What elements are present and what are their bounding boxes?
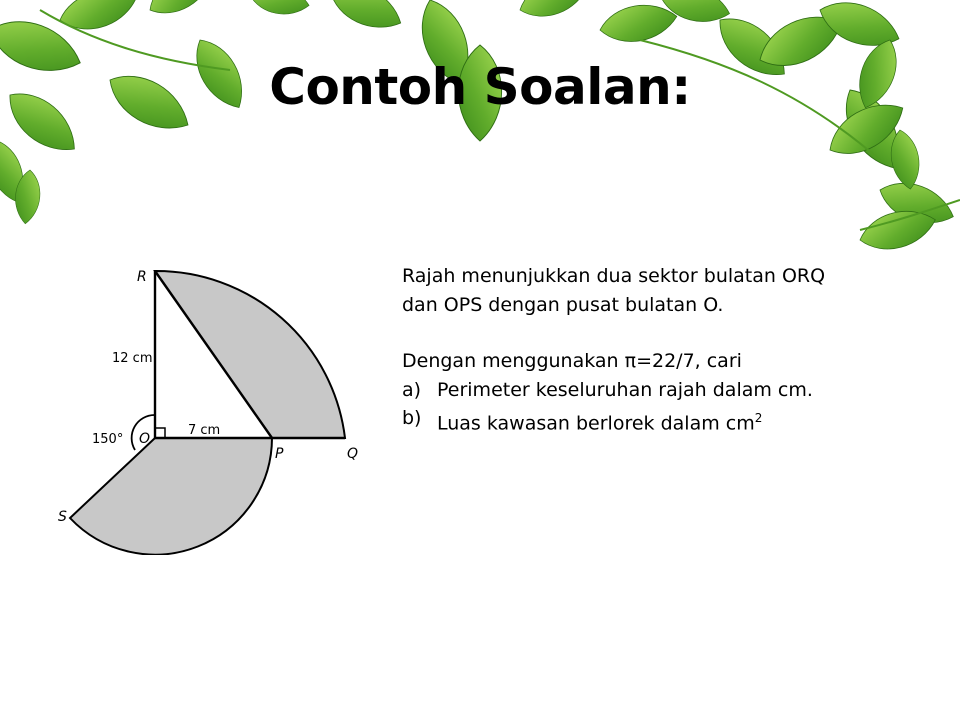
right-angle-marker xyxy=(155,428,165,438)
slide-title: Contoh Soalan: xyxy=(269,58,691,116)
label-12cm: 12 cm xyxy=(112,351,153,366)
question-a xyxy=(402,376,922,405)
intro-line-2: dan OPS dengan pusat bulatan O. xyxy=(402,293,724,316)
shaded-sector-ops xyxy=(70,438,272,555)
label-s: S xyxy=(58,509,67,525)
label-p: P xyxy=(275,446,284,462)
question-a-text: Perimeter keseluruhan rajah dalam cm. xyxy=(437,378,813,401)
intro-line-1: Rajah menunjukkan dua sektor bulatan ORQ xyxy=(402,265,826,287)
label-o: O xyxy=(139,431,151,447)
question-b-text: Luas kawasan berlorek dalam cm xyxy=(437,412,755,435)
label-150-degrees: 150° xyxy=(92,432,124,447)
question-b-marker: b) xyxy=(402,407,422,429)
instruction-line: Dengan menggunakan π=22/7, cari xyxy=(402,350,742,372)
question-text xyxy=(402,262,922,438)
label-7cm: 7 cm xyxy=(188,423,221,438)
label-q: Q xyxy=(347,446,359,462)
shaded-region-orq xyxy=(155,271,345,438)
question-b xyxy=(402,404,922,438)
question-b-superscript: 2 xyxy=(754,411,763,425)
label-r: R xyxy=(137,269,147,285)
sector-diagram xyxy=(40,255,370,555)
question-a-marker: a) xyxy=(402,378,422,401)
